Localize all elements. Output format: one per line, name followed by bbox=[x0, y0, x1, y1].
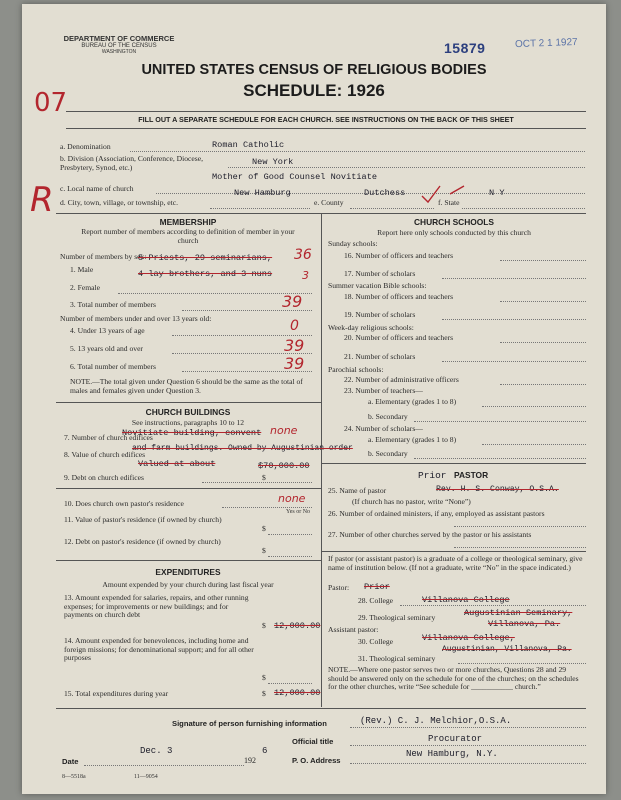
q24-label: 24. Number of scholars— bbox=[344, 424, 423, 433]
po-address-value: New Hamburg, N.Y. bbox=[406, 749, 498, 759]
schedule-title: SCHEDULE: 1926 bbox=[243, 81, 385, 100]
division-value: New York bbox=[252, 157, 294, 167]
pastor-name-note: (If church has no pastor, write “None”) bbox=[352, 497, 471, 506]
bureau-name: BUREAU OF THE CENSUS bbox=[81, 43, 157, 49]
yes-or-no-hint: Yes or No bbox=[286, 509, 311, 515]
q19-label: 19. Number of scholars bbox=[344, 310, 416, 319]
edifices-value-typed: and farm buildings. Owned by Augustinian order bbox=[132, 444, 353, 453]
local-name-value: Mother of Good Counsel Novitiate bbox=[212, 172, 378, 182]
q18-label: 18. Number of officers and teachers bbox=[344, 292, 454, 301]
department-block bbox=[44, 34, 194, 55]
handwritten-checkmark bbox=[420, 182, 470, 204]
other-churches-label: 27. Number of other churches served by the pastor or his assistants bbox=[328, 530, 532, 539]
weekday-schools-label: Week-day religious schools: bbox=[328, 323, 414, 332]
schools-subheading: Report here only schools conducted by this church bbox=[377, 228, 531, 237]
form-title: UNITED STATES CENSUS OF RELIGIOUS BODIES bbox=[141, 62, 487, 78]
under-13-label: 4. Under 13 years of age bbox=[70, 326, 145, 335]
prior-typed-title: Prior bbox=[418, 470, 447, 481]
signature-label: Signature of person furnishing information bbox=[172, 719, 327, 728]
parochial-schools-label: Parochial schools: bbox=[328, 365, 384, 374]
q23-label: 23. Number of teachers— bbox=[344, 386, 423, 395]
pastor-note: NOTE.—Where one pastor serves two or more churches, Questions 28 and 29 should be answered only on the schedule for one of the churches; on the schedules for the other churches, write “See schedule for ___________ church.” bbox=[328, 665, 579, 692]
college-30-value: Villanova College, bbox=[422, 633, 515, 643]
summer-schools-label: Summer vacation Bible schools: bbox=[328, 281, 427, 290]
under-13-handwritten: 0 bbox=[290, 318, 299, 334]
benevolences-label: 14. Amount expended for benevolences, including home and foreign missions; for denominational support; and for all other purposes bbox=[64, 636, 254, 663]
male-count-handwritten: 36 bbox=[294, 247, 312, 263]
signature-value: (Rev.) C. J. Melchior,O.S.A. bbox=[360, 716, 512, 726]
buildings-subheading: See instructions, paragraphs 10 to 12 bbox=[131, 418, 245, 427]
over-13-label: 5. 13 years old and over bbox=[70, 344, 143, 353]
buildings-heading: CHURCH BUILDINGS bbox=[145, 407, 231, 417]
pastor-heading: PASTOR bbox=[454, 470, 489, 480]
dollar-sign: $ bbox=[262, 473, 266, 482]
city-value: New Hamburg bbox=[234, 188, 291, 198]
city-label: d. City, town, village, or township, etc. bbox=[60, 198, 179, 207]
pastor-name-value: Rev. H. S. Conway, O.S.A. bbox=[436, 485, 559, 494]
seminary-29-value: Augustinian Seminary, bbox=[464, 608, 573, 618]
membership-intro: Report number of members according to definition of member in your church bbox=[81, 227, 295, 245]
expenditures-heading: EXPENDITURES bbox=[155, 567, 221, 577]
pastor-residence-label: 10. Does church own pastor's residence bbox=[64, 499, 184, 508]
q23b-label: b. Secondary bbox=[368, 412, 408, 421]
state-label: f. State bbox=[438, 198, 460, 207]
total-members-label: 3. Total number of members bbox=[70, 300, 157, 309]
male-typed-line2: 4 lay brothers, and 3 nuns bbox=[138, 269, 273, 279]
department-name: DEPARTMENT OF COMMERCE bbox=[63, 34, 175, 43]
seminary-29-value-2: Villanova, Pa. bbox=[488, 619, 561, 629]
margin-code: 07 bbox=[34, 88, 68, 118]
membership-heading: MEMBERSHIP bbox=[159, 217, 217, 227]
church-edifices-label: 7. Number of church edifices bbox=[64, 433, 153, 442]
form-number: 8—5518a bbox=[62, 774, 86, 780]
dollar-sign: $ bbox=[262, 546, 266, 555]
official-title-label: Official title bbox=[292, 737, 334, 746]
received-date-stamp: OCT 2 1 1927 bbox=[514, 36, 578, 51]
edifices-handwritten: none bbox=[270, 424, 298, 437]
year-suffix: 6 bbox=[262, 746, 268, 756]
over-13-handwritten: 39 bbox=[284, 336, 305, 355]
sunday-schools-label: Sunday schools: bbox=[328, 239, 378, 248]
total-expenditures-label: 15. Total expenditures during year bbox=[64, 689, 169, 698]
q21-label: 21. Number of scholars bbox=[344, 352, 416, 361]
male-label: 1. Male bbox=[70, 265, 94, 274]
q24a-label: a. Elementary (grades 1 to 8) bbox=[368, 435, 457, 444]
total-members-handwritten: 39 bbox=[282, 292, 303, 311]
official-title-value: Procurator bbox=[428, 734, 483, 744]
edifices-value-label: 8. Value of church edifices bbox=[64, 450, 146, 459]
denomination-label: a. Denomination bbox=[60, 142, 111, 151]
pastor-residence-handwritten: none bbox=[278, 492, 306, 505]
expenditures-subheading: Amount expended by your church during last fiscal year bbox=[102, 580, 274, 589]
pastor-sub-label: Pastor: bbox=[328, 583, 350, 592]
date-label: Date bbox=[62, 757, 79, 766]
schools-heading: CHURCH SCHOOLS bbox=[413, 217, 495, 227]
male-typed-line1: 5 Priests, 29 seminarians, bbox=[138, 253, 273, 263]
total-members-2-label: 6. Total number of members bbox=[70, 362, 157, 371]
county-value: Dutchess bbox=[364, 188, 406, 198]
college-30-value-2: Augustinian, Villanova, Pa. bbox=[442, 645, 572, 654]
county-label: e. County bbox=[314, 198, 344, 207]
instruction-banner: FILL OUT A SEPARATE SCHEDULE FOR EACH CHURCH. SEE INSTRUCTIONS ON THE BACK OF THIS SHEET bbox=[138, 115, 514, 124]
dollar-sign: $ bbox=[262, 524, 266, 533]
pastor-name-label: 25. Name of pastor bbox=[328, 486, 387, 495]
seminary-31-label: 31. Theological seminary bbox=[358, 654, 436, 663]
male-count-handwritten-2: 3 bbox=[302, 269, 309, 282]
q24b-label: b. Secondary bbox=[368, 449, 408, 458]
members-by-sex-label: Number of members by sex: bbox=[60, 252, 147, 261]
pastor-prior-typed: Prior bbox=[364, 582, 390, 592]
state-value: N Y bbox=[489, 188, 505, 198]
denomination-value: Roman Catholic bbox=[212, 140, 285, 150]
membership-note: NOTE.—The total given under Question 6 should be the same as the total of males and females given under Question 3. bbox=[70, 377, 303, 395]
year-prefix: 192 bbox=[244, 756, 256, 765]
total-members-2-handwritten: 39 bbox=[284, 354, 305, 373]
running-expenses-label: 13. Amount expended for salaries, repairs, and other running expenses; for improvements or new buildings; and for payments on church debt bbox=[64, 593, 249, 620]
dollar-sign: $ bbox=[262, 673, 266, 682]
margin-r-mark: R bbox=[30, 180, 54, 220]
city-name: WASHINGTON bbox=[101, 49, 137, 55]
local-name-label: c. Local name of church bbox=[60, 184, 134, 193]
census-schedule-sheet bbox=[22, 4, 606, 794]
residence-debt-label: 12. Debt on pastor's residence (if owned by church) bbox=[64, 537, 221, 546]
dollar-sign: $ bbox=[262, 689, 266, 698]
q22-label: 22. Number of administrative officers bbox=[344, 375, 459, 384]
dollar-sign: $ bbox=[262, 621, 266, 630]
residence-value-label: 11. Value of pastor's residence (if owned by church) bbox=[64, 515, 222, 524]
running-expenses-amount: 12,000.00 bbox=[274, 621, 321, 631]
q17-label: 17. Number of scholars bbox=[344, 269, 416, 278]
college-28-value: Villanova College bbox=[422, 595, 510, 605]
q23a-label: a. Elementary (grades 1 to 8) bbox=[368, 397, 457, 406]
college-28-label: 28. College bbox=[358, 596, 394, 605]
edifices-typed: Novitiate building, convent bbox=[122, 428, 262, 438]
edifices-debt-label: 9. Debt on church edifices bbox=[64, 473, 144, 482]
seminary-29-label: 29. Theological seminary bbox=[358, 613, 436, 622]
total-expenditures-amount: 12,000.00 bbox=[274, 688, 321, 698]
edifices-value-amount: $70,000.00 bbox=[258, 461, 310, 471]
valued-at-typed: Valued at about bbox=[138, 459, 216, 469]
date-value: Dec. 3 bbox=[140, 746, 173, 756]
assistant-ministers-label: 26. Number of ordained ministers, if any, employed as assistant pastors bbox=[328, 509, 545, 518]
po-address-label: P. O. Address bbox=[292, 756, 341, 765]
q16-label: 16. Number of officers and teachers bbox=[344, 251, 454, 260]
assistant-pastor-label: Assistant pastor: bbox=[328, 625, 379, 634]
female-label: 2. Female bbox=[70, 283, 100, 292]
division-label: b. Division (Association, Conference, Diocese, Presbytery, Synod, etc.) bbox=[60, 154, 203, 172]
print-number: 11—9054 bbox=[134, 774, 158, 780]
q20-label: 20. Number of officers and teachers bbox=[344, 333, 454, 342]
graduate-note: If pastor (or assistant pastor) is a graduate of a college or theological seminary, give name of institution below. (If not a graduate, write “No” in the space indicated.) bbox=[328, 554, 583, 572]
serial-number: 15879 bbox=[444, 40, 486, 56]
college-30-label: 30. College bbox=[358, 637, 394, 646]
age-breakdown-label: Number of members under and over 13 years old: bbox=[60, 314, 212, 323]
